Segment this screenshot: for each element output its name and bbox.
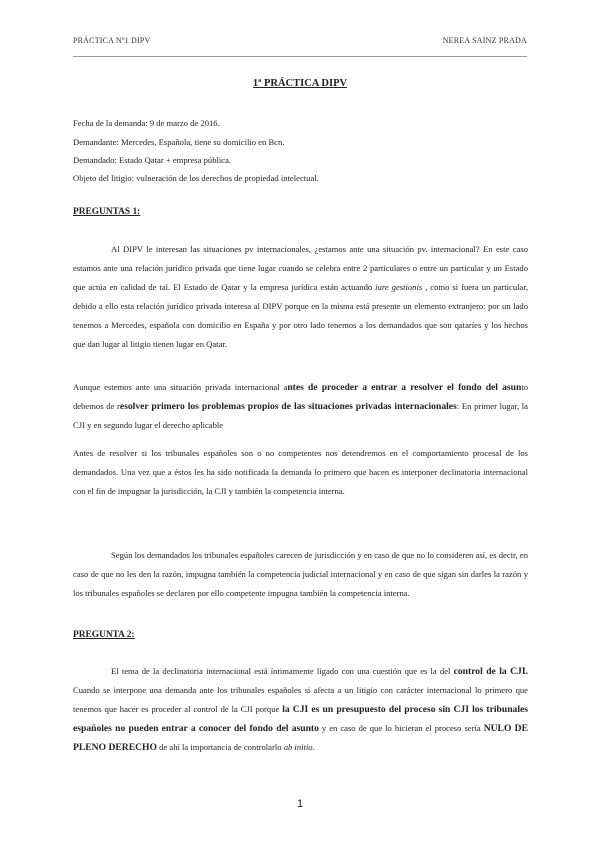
section-heading-2: PREGUNTA 2: xyxy=(73,630,135,640)
iure-gestionis-term: iure gestionis xyxy=(375,282,423,292)
header-right: NEREA SAINZ PRADA xyxy=(442,36,527,45)
demandante: Demandante: Mercedes, Española, tiene su domicilio en Bcn. xyxy=(73,137,285,147)
document-title: 1ª PRÁCTICA DIPV xyxy=(252,78,348,89)
paragraph-3: Antes de resolver si los tribunales españoles son o no competentes nos detendremos en el comportamiento procesal de los demandados. Una vez que a éstos les ha sido notificada la demanda lo primero que hacen es interponer declinatoria internacional con el fin de impugnar la jurisdicción, la CJI y también la competencia interna. xyxy=(73,448,528,496)
demandado: Demandado: Estado Qatar + empresa pública. xyxy=(73,155,232,165)
section-heading-1: PREGUNTAS 1: xyxy=(73,207,141,217)
paragraph-1: Al DIPV le interesan las situaciones pv internacionales, ¿estamos ante una situación pv. internacional? En este caso estamos ante una relación jurídico privada que tiene lugar cuando se celebra entre 2 particulares o entre un particular y un Estado que actúa en calidad de tal. El Estado de Qatar y la empresa jurídica están actuando iure gestionis , como si fuera un particular, debido a ello esta relación jurídico privada interesa al DIPV porque en la misma está presente un elemento extranjero: por un lado tenemos a Mercedes, española con domicilio en España y por otro lado tenemos a los demandados que son qataríes y los hechos que dan lugar al litigio tienen lugar en Qatar. xyxy=(73,244,528,349)
fecha-demanda: Fecha de la demanda: 9 de marzo de 2016. xyxy=(73,118,220,128)
header-left: PRÁCTICA Nº1 DIPV xyxy=(73,36,151,45)
paragraph-4: Según los demandados los tribunales españoles carecen de jurisdicción y en caso de que no lo consideren así, es decir, en caso de que no les den la razón, impugna también la competencia judicial internacional y en caso de que sigan sin darles la razón y los tribunales españoles se declaren por ello competente impugna también la competencia interna. xyxy=(73,550,528,598)
page-number: 1 xyxy=(296,798,304,810)
paragraph-2: Aunque estemos ante una situación privada internacional antes de proceder a entrar a resolver el fondo del asunto debemos de resolver primero los problemas propios de las situaciones privadas internacionales: En primer lugar, la CJI y en segundo lugar el derecho aplicable xyxy=(73,382,528,430)
objeto-litigio: Objeto del litigio: vulneración de los derechos de propiedad intelectual. xyxy=(73,173,319,183)
header-rule xyxy=(73,56,527,57)
paragraph-5: El tema de la declinatoria internacional está íntimamente ligado con una cuestión que es la del control de la CJI. Cuando se interpone una demanda ante los tribunales españoles si afecta a un litigio con carácter internacional lo primero que tenemos que hacer es proceder al control de la CJI porque la CJI es un presupuesto del proceso sin CJI los tribunales españoles no pueden entrar a conocer del fondo del asunto y en caso de que lo hicieran el proceso sería NULO DE PLENO DERECHO de ahí la importancia de controlarlo ab initio. xyxy=(73,666,529,753)
